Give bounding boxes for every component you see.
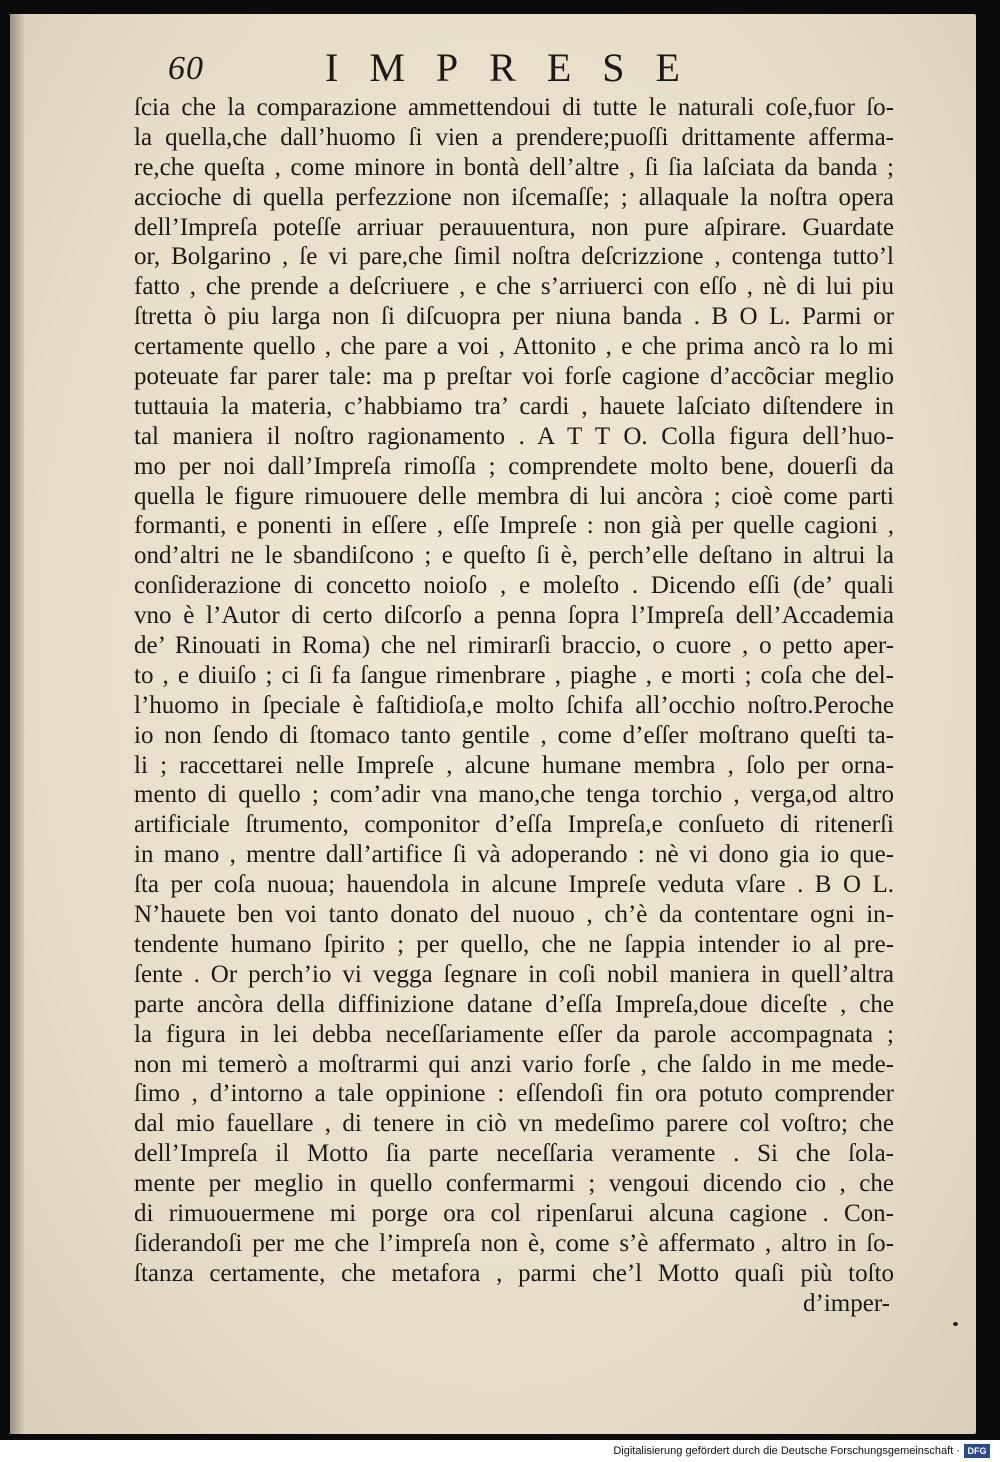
text-line: re,che queſta , come minore in bontà dell’altre , ſi ſia laſciata da banda ; (134, 153, 894, 181)
text-line: io non ſendo di ſtomaco tanto gentile , come d’eſſer moſtrano queſti ta- (134, 721, 894, 749)
text-line: dal mio fauellare , di tenere in ciò vn medeſimo parere col voſtro; che (134, 1110, 894, 1138)
text-line: conſiderazione di concetto noioſo , e moleſto . Dicendo eſſi (de’ quali (134, 572, 894, 600)
text-line: ſcia che la comparazione ammettendoui di tutte le naturali coſe,fuor ſo- (134, 94, 894, 121)
text-line: mente per meglio in quello confermarmi ; vengoui dicendo cio , che (134, 1170, 894, 1198)
text-line: ſtretta ò piu larga non ſi diſcuopra per niuna banda . B O L. Parmi or (134, 303, 894, 331)
text-line: N’hauete ben voi tanto donato del nuouo , ch’è da contentare ogni in- (134, 901, 894, 929)
footer-bar (0, 1440, 1000, 1462)
text-line: fatto , che prende a deſcriuere , e che s’arriuerci con eſſo , nè di lui piu (134, 273, 894, 301)
dfg-logo-icon: DFG (964, 1444, 990, 1458)
text-line: in mano , mentre dall’artifice ſi và adoperando : nè vi dono gia io que- (134, 841, 894, 869)
page-number: 60 (168, 50, 204, 87)
text-line: accioche di quella perfezzione non iſcemaſſe; ; allaquale la noſtra opera (134, 183, 894, 211)
text-line: tendente humano ſpirito ; per quello, che ne ſappia intender io al pre- (134, 930, 894, 958)
page-gutter-shadow (10, 14, 24, 1434)
text-line: dell’Impreſa poteſſe arriuar perauuentura, non pure aſpirare. Guardate (134, 213, 894, 241)
text-line: dell’Impreſa il Motto ſia parte neceſſaria veramente . Si che ſola- (134, 1140, 894, 1168)
text-line: non mi temerò a moſtrarmi qui anzi vario forſe , che ſaldo in me mede- (134, 1050, 894, 1078)
text-line: ſente . Or perch’io vi vegga ſegnare in coſi nobil maniera in quell’altra (134, 960, 894, 988)
text-line: to , e diuiſo ; ci ſi fa ſangue rimenbrare , piaghe , e morti ; coſa che del- (134, 661, 894, 689)
text-line: la quella,che dall’huomo ſi vien a prendere;puoſſi drittamente afferma- (134, 123, 894, 151)
text-line: di rimuouermene mi porge ora col ripenſarui alcuna cagione . Con- (134, 1199, 894, 1227)
catchword: d’imper- (803, 1289, 890, 1317)
text-line: quella le figure rimuouere delle membra di lui ancòra ; cioè come parti (134, 482, 894, 510)
text-line: tal maniera il noſtro ragionamento . A T T O. Colla figura dell’huo- (134, 422, 894, 450)
text-line: la figura in lei debba neceſſariamente eſſer da parole accompagnata ; (134, 1020, 894, 1048)
text-line: ſta per coſa nuoua; hauendola in alcune Impreſe veduta vſare . B O L. (134, 871, 894, 899)
text-line: poteuate far parer tale: ma p preſtar voi forſe cagione d’accõciar meglio (134, 363, 894, 391)
text-line: formanti, e ponenti in eſſere , eſſe Impreſe : non già per quelle cagioni , (134, 512, 894, 540)
page-header (0, 44, 1000, 92)
text-line: vno è l’Autor di certo diſcorſo a penna ſopra l’Impreſa dell’Accademia (134, 602, 894, 630)
text-line: l’huomo in ſpeciale è faſtidioſa,e molto ſchifa all’occhio noſtro.Peroche (134, 691, 894, 719)
text-line: certamente quello , che pare a voi , Attonito , e che prima ancò ra lo mi (134, 333, 894, 361)
text-line: parte ancòra della diffinizione datane d’eſſa Impreſa,doue diceſte , che (134, 990, 894, 1018)
text-line: or, Bolgarino , ſe vi pare,che ſimil noſtra deſcrizzione , contenga tutto’l (134, 243, 894, 271)
text-line: ſimo , d’intorno a tale oppinione : eſſendoſi fin ora potuto comprender (134, 1080, 894, 1108)
text-line: li ; raccettarei nelle Impreſe , alcune humane membra , ſolo per orna- (134, 751, 894, 779)
text-line: tuttauia la materia, c’habbiamo tra’ cardi , hauete laſciato diſtendere in (134, 392, 894, 420)
text-line: ſiderandoſi per me che l’impreſa non è, come s’è affermato , altro in ſo- (134, 1229, 894, 1257)
running-title: IMPRESE (325, 45, 711, 90)
text-line: mento di quello ; com’adir vna mano,che tenga torchio , verga,od altro (134, 781, 894, 809)
funding-note: Digitalisierung gefördert durch die Deutsche Forschungsgemeinschaft · (613, 1445, 960, 1457)
body-text (134, 93, 894, 1319)
text-line: de’ Rinouati in Roma) che nel rimirarſi braccio, o cuore , o petto aper- (134, 632, 894, 660)
ink-speck (953, 1322, 958, 1326)
text-line: ond’altri ne le sbandiſcono ; e queſto ſi è, perch’elle deſtano in altrui la (134, 542, 894, 570)
text-line: artificiale ſtrumento, componitor d’eſſa Impreſa,e conſueto di ritenerſi (134, 811, 894, 839)
text-line: mo per noi dall’Impreſa rimoſſa ; comprendete molto bene, douerſi da (134, 452, 894, 480)
text-line: ſtanza certamente, che metafora , parmi che’l Motto quaſi più toſto (134, 1259, 894, 1287)
